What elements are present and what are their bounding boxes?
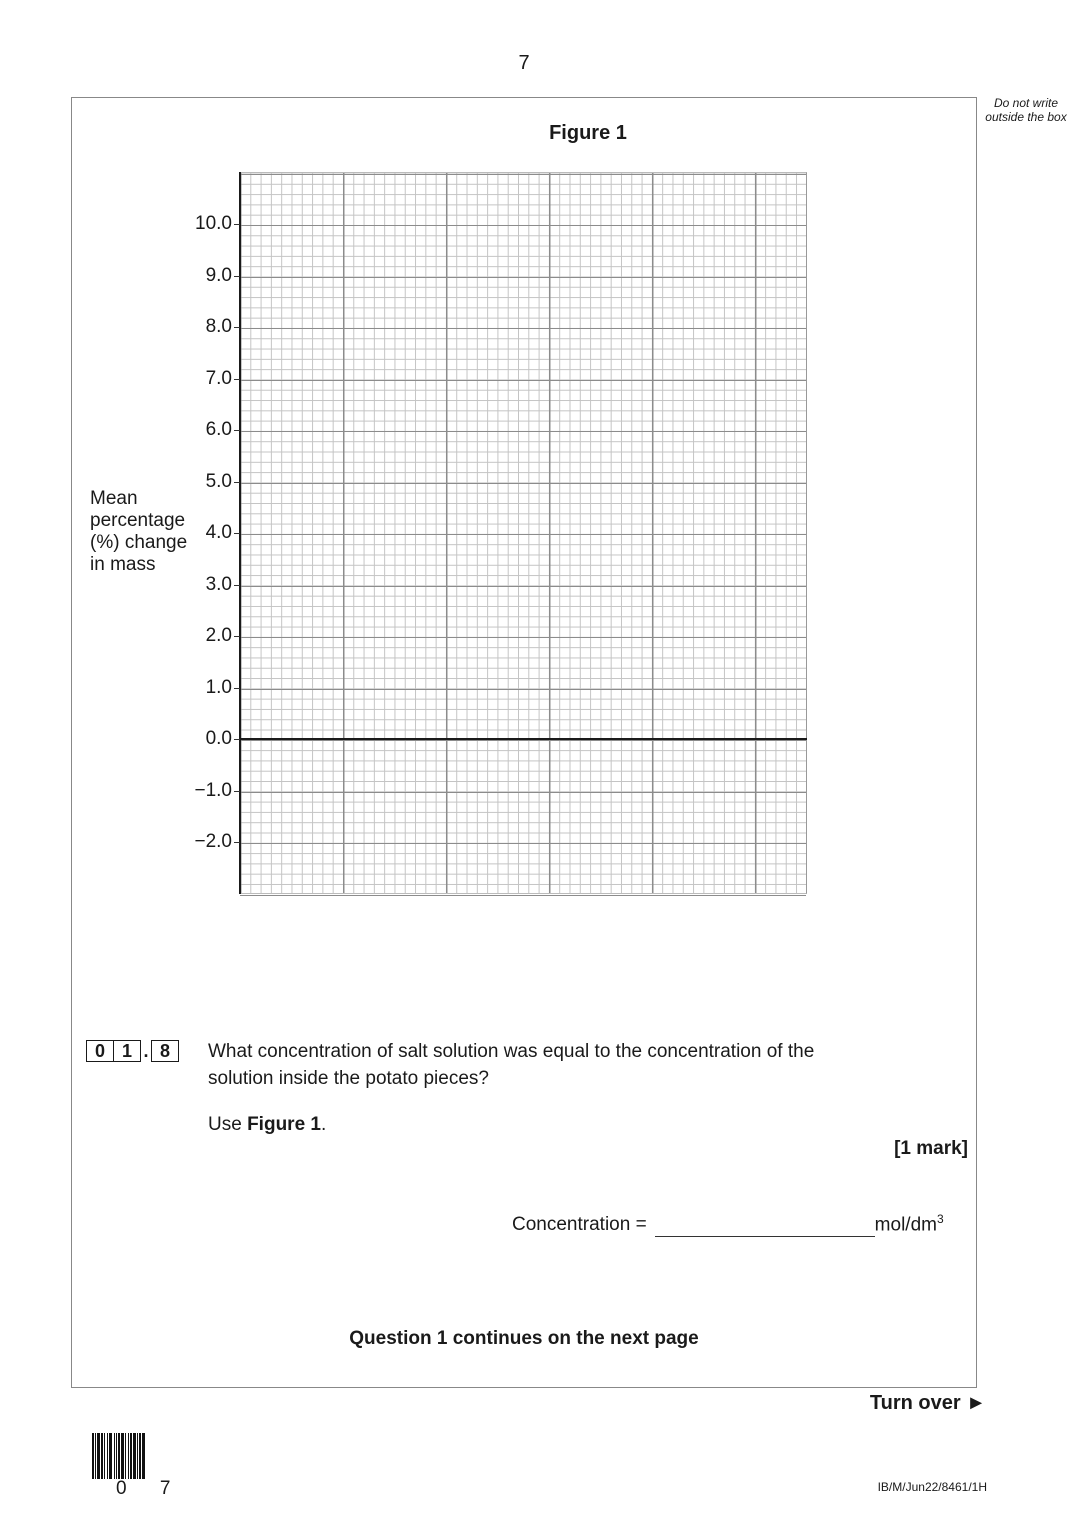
graph-paper-grid[interactable] [240,172,807,894]
grid-major-line [240,895,806,896]
grid-major-line [240,586,806,587]
y-tick [234,791,240,792]
question-digit: 0 [86,1040,114,1062]
question-digit: 8 [151,1040,179,1062]
y-tick [234,688,240,689]
y-tick-label: −1.0 [194,779,232,801]
continues-notice: Question 1 continues on the next page [349,1328,699,1349]
grid-major-line [240,431,806,432]
y-tick-label: 3.0 [205,573,232,595]
answer-input-line[interactable] [655,1214,875,1237]
grid-major-line [240,637,806,638]
question-number [86,1039,179,1063]
marks-label: [1 mark] [894,1138,968,1159]
answer-row [512,1212,944,1236]
y-tick-label: 7.0 [205,367,232,389]
y-tick [234,739,240,740]
grid-major-line [240,534,806,535]
y-tick-label: −2.0 [194,831,232,852]
figure-title: Figure 1 [549,122,627,144]
grid-major-line [240,380,806,381]
y-tick [234,224,240,225]
grid-major-line [240,689,806,690]
margin-note: Do not write outside the box [985,96,1067,124]
grid-major-line [240,740,806,741]
grid-major-line [240,843,806,844]
grid-major-line [240,483,806,484]
y-tick [234,636,240,637]
zero-baseline [240,738,807,740]
y-tick-label: 4.0 [205,522,232,543]
y-tick-label: 5.0 [205,470,232,492]
y-tick [234,482,240,483]
barcode-digits: 0 7 [116,1478,185,1499]
y-tick [234,842,240,843]
barcode [92,1433,188,1479]
grid-major-line [240,277,806,278]
grid-major-line [240,225,806,226]
y-tick-label: 1.0 [205,676,232,698]
y-axis-title: Mean percentage (%) change in mass [90,488,188,575]
question-text: What concentration of salt solution was equal to the concentration of the solution inside the potato pieces? [208,1041,815,1089]
use-figure-instruction: Use Figure 1. [208,1114,327,1135]
y-tick-label: 10.0 [195,213,232,234]
page-number: 7 [518,52,530,74]
figure-reference: Figure 1 [247,1114,321,1135]
y-tick [234,276,240,277]
answer-label: Concentration = [512,1214,647,1236]
y-tick [234,585,240,586]
question-dot: . [143,1040,149,1061]
paper-reference: IB/M/Jun22/8461/1H [877,1480,987,1494]
y-tick-label: 0.0 [205,728,232,749]
y-tick [234,379,240,380]
turn-over-label: Turn over ► [869,1392,986,1414]
grid-major-line [240,174,806,175]
y-tick [234,533,240,534]
grid-major-line [240,792,806,793]
y-tick-label: 8.0 [205,316,232,337]
y-tick [234,430,240,431]
question-digit: 1 [114,1040,141,1062]
answer-unit: mol/$dm^3$ [874,1212,944,1236]
y-tick-label: 2.0 [205,625,232,646]
y-tick [234,327,240,328]
y-tick-label: 6.0 [205,419,232,440]
grid-major-line [240,328,806,329]
y-tick-label: 9.0 [205,264,232,286]
